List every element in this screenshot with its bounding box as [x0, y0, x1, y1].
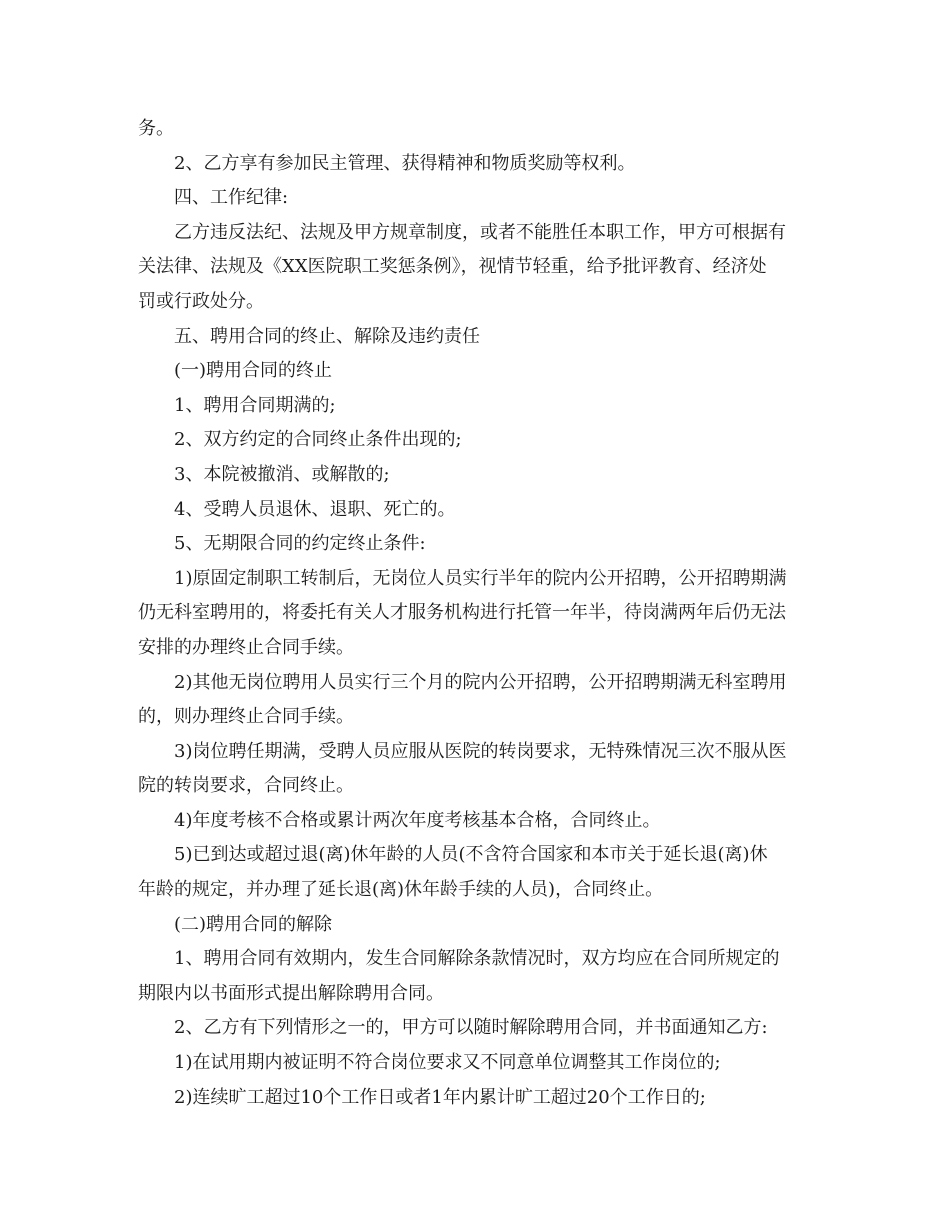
document-line: 1)原固定制职工转制后，无岗位人员实行半年的院内公开招聘，公开招聘期满	[174, 567, 787, 589]
document-line: 2、乙方享有参加民主管理、获得精神和物质奖励等权利。	[174, 152, 636, 174]
document-line: 安排的办理终止合同手续。	[138, 636, 354, 658]
document-line: 关法律、法规及《XX医院职工奖惩条例》，视情节轻重，给予批评教育、经济处	[138, 256, 767, 278]
document-line: 2)连续旷工超过10个工作日或者1年内累计旷工超过20个工作日的;	[174, 1086, 706, 1108]
document-line: 仍无科室聘用的，将委托有关人才服务机构进行托管一年半，待岗满两年后仍无法	[138, 602, 786, 624]
document-line: 2)其他无岗位聘用人员实行三个月的院内公开招聘，公开招聘期满无科室聘用	[174, 671, 787, 693]
document-body	[138, 112, 814, 1115]
document-line: 务。	[138, 118, 174, 139]
document-line: 年龄的规定，并办理了延长退(离)休年龄手续的人员)，合同终止。	[138, 879, 664, 901]
document-line: 5)已到达或超过退(离)休年龄的人员(不含符合国家和本市关于延长退(离)休	[174, 844, 768, 866]
document-line: 2、乙方有下列情形之一的，甲方可以随时解除聘用合同，并书面通知乙方:	[174, 1017, 768, 1039]
document-line: 乙方违反法纪、法规及甲方规章制度，或者不能胜任本职工作，甲方可根据有	[174, 221, 786, 243]
document-line: 4、受聘人员退休、退职、死亡的。	[174, 498, 456, 520]
document-line: 1、聘用合同期满的;	[174, 394, 336, 416]
document-line: 2、双方约定的合同终止条件出现的;	[174, 429, 462, 451]
document-line: 院的转岗要求，合同终止。	[138, 775, 354, 797]
document-line: 3、本院被撤消、或解散的;	[174, 463, 390, 485]
document-line: 罚或行政处分。	[138, 290, 264, 312]
document-line: 四、工作纪律:	[174, 187, 289, 209]
document-line: 的，则办理终止合同手续。	[138, 706, 354, 728]
document-line: (一)聘用合同的终止	[174, 360, 333, 382]
document-line: 3)岗位聘任期满，受聘人员应服从医院的转岗要求，无特殊情况三次不服从医	[174, 740, 787, 762]
document-line: 4)年度考核不合格或累计两次年度考核基本合格，合同终止。	[174, 809, 661, 831]
document-line: (二)聘用合同的解除	[174, 913, 333, 935]
document-line: 五、聘用合同的终止、解除及违约责任	[174, 325, 480, 347]
document-line: 1)在试用期内被证明不符合岗位要求又不同意单位调整其工作岗位的;	[174, 1052, 721, 1074]
document-line: 期限内以书面形式提出解除聘用合同。	[138, 982, 444, 1004]
document-line: 5、无期限合同的约定终止条件:	[174, 533, 426, 555]
document-line: 1、聘用合同有效期内，发生合同解除条款情况时，双方均应在合同所规定的	[174, 948, 780, 970]
